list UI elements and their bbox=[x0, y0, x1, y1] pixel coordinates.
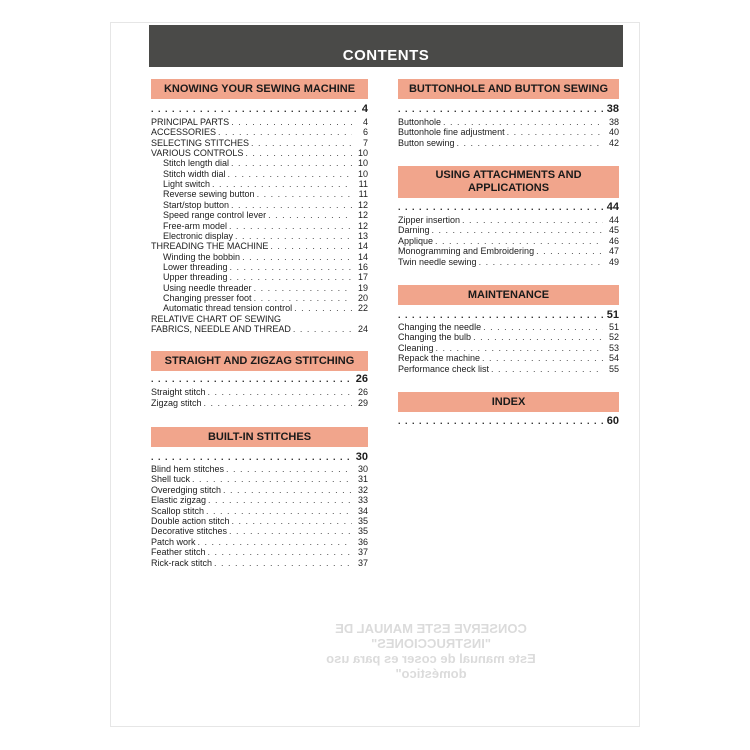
toc-entry-label: Elastic zigzag bbox=[151, 495, 207, 506]
dot-leader bbox=[212, 179, 352, 190]
toc-entry bbox=[398, 364, 619, 375]
toc-entry-page: 32 bbox=[357, 484, 368, 495]
toc-entry-page: 42 bbox=[608, 137, 619, 148]
toc-entry-page: 19 bbox=[357, 282, 368, 293]
dot-leader bbox=[208, 495, 352, 506]
section-heading: MAINTENANCE bbox=[398, 285, 619, 305]
toc-entry-page: 10 bbox=[357, 158, 368, 169]
dot-leader bbox=[457, 138, 603, 149]
toc-entry bbox=[151, 314, 368, 325]
toc-entry-page: 52 bbox=[608, 332, 619, 343]
dot-leader bbox=[268, 210, 352, 221]
toc-entry-page: 37 bbox=[357, 557, 368, 568]
toc-entry-label: Start/stop button bbox=[163, 199, 230, 210]
toc-entry-label: Performance check list bbox=[398, 363, 490, 374]
toc-entry bbox=[151, 293, 368, 304]
toc-entry-label: Automatic thread tension control bbox=[163, 303, 293, 314]
section-heading: BUILT-IN STITCHES bbox=[151, 427, 368, 447]
toc-entry bbox=[398, 127, 619, 138]
dot-leader bbox=[483, 322, 603, 333]
toc-entry-label: SELECTING STITCHES bbox=[151, 137, 250, 148]
dot-leader bbox=[192, 474, 352, 485]
dot-leader bbox=[214, 558, 352, 569]
dot-leader bbox=[242, 252, 352, 263]
toc-entry-label: Double action stitch bbox=[151, 516, 230, 526]
toc-entry-page: 34 bbox=[357, 505, 368, 516]
section-heading: STRAIGHT AND ZIGZAG STITCHING bbox=[151, 351, 368, 371]
toc-entry-label: Rick-rack stitch bbox=[151, 557, 213, 568]
toc-entry-label: Button sewing bbox=[398, 137, 455, 148]
dot-leader bbox=[251, 138, 352, 149]
toc-entry bbox=[151, 241, 368, 252]
toc-entry-label: Reverse sewing button bbox=[163, 189, 255, 200]
section-page-number: 51 bbox=[606, 309, 619, 321]
dot-leader bbox=[398, 415, 603, 428]
toc-entry bbox=[151, 474, 368, 485]
toc-entry-label: Darning bbox=[398, 225, 430, 236]
toc-entry-label: RELATIVE CHART OF SEWING bbox=[151, 313, 282, 324]
toc-entry-label: Changing the needle bbox=[398, 322, 482, 332]
dot-leader bbox=[435, 236, 603, 247]
dot-leader bbox=[436, 343, 603, 354]
dot-leader bbox=[231, 158, 352, 169]
dot-leader bbox=[151, 103, 358, 116]
toc-entry-label: Blind hem stitches bbox=[151, 464, 225, 474]
toc-entry-label: Free-arm model bbox=[163, 220, 228, 231]
dot-leader bbox=[208, 387, 352, 398]
toc-entry bbox=[398, 225, 619, 236]
toc-entry bbox=[151, 148, 368, 159]
toc-entry-page: 22 bbox=[357, 303, 368, 314]
dot-leader bbox=[231, 117, 352, 128]
dot-leader bbox=[398, 103, 603, 116]
toc-entry-label: FABRICS, NEEDLE AND THREAD bbox=[151, 324, 291, 334]
toc-entry bbox=[398, 353, 619, 364]
dot-leader bbox=[223, 485, 352, 496]
toc-entry bbox=[151, 537, 368, 548]
toc-entry-label: Decorative stitches bbox=[151, 526, 228, 537]
toc-entry bbox=[151, 516, 368, 527]
toc-entry-page: 37 bbox=[357, 547, 368, 558]
dot-leader bbox=[232, 516, 352, 527]
dot-leader bbox=[204, 398, 352, 409]
dot-leader bbox=[218, 127, 352, 138]
toc-entry-page: 55 bbox=[608, 363, 619, 374]
toc-entry-page: 12 bbox=[357, 220, 368, 231]
toc-entry-label: Zigzag stitch bbox=[151, 397, 202, 408]
toc-entry bbox=[151, 387, 368, 398]
toc-entry-page: 47 bbox=[608, 246, 619, 257]
toc-entry-label: Changing presser foot bbox=[163, 292, 252, 303]
toc-entry bbox=[151, 231, 368, 242]
toc-entry-page: 44 bbox=[608, 215, 619, 225]
toc-entry bbox=[151, 169, 368, 180]
toc-entry bbox=[151, 283, 368, 294]
toc-entry bbox=[151, 272, 368, 283]
toc-entry-page: 11 bbox=[358, 179, 368, 190]
toc-entry bbox=[151, 324, 368, 335]
toc-entry bbox=[151, 262, 368, 273]
toc-entry-label: Speed range control lever bbox=[163, 210, 267, 221]
toc-entry-page: 35 bbox=[357, 516, 368, 526]
toc-entry-page: 35 bbox=[357, 526, 368, 537]
toc-entry-label: PRINCIPAL PARTS bbox=[151, 117, 230, 127]
toc-entry bbox=[151, 547, 368, 558]
toc-entry-page: 6 bbox=[362, 127, 368, 138]
toc-entry-page: 10 bbox=[357, 148, 368, 159]
toc-entry bbox=[151, 526, 368, 537]
section-heading: KNOWING YOUR SEWING MACHINE bbox=[151, 79, 368, 99]
toc-entry bbox=[398, 257, 619, 268]
section-page-leader bbox=[398, 201, 619, 214]
toc-entry-page: 49 bbox=[608, 256, 619, 267]
toc-entry-label: Buttonhole bbox=[398, 117, 442, 127]
dot-leader bbox=[208, 547, 352, 558]
toc-entry-page: 4 bbox=[362, 117, 368, 127]
section-page-leader bbox=[151, 373, 368, 386]
dot-leader bbox=[491, 364, 603, 375]
toc-entry-label: Repack the machine bbox=[398, 353, 481, 364]
section-page-number: 38 bbox=[606, 103, 619, 115]
dot-leader bbox=[254, 293, 352, 304]
toc-entry-page: 7 bbox=[362, 137, 368, 148]
toc-entry-page: 29 bbox=[357, 397, 368, 408]
toc-entry-page: 16 bbox=[357, 261, 368, 272]
toc-entry-page: 12 bbox=[357, 210, 368, 221]
dot-leader bbox=[198, 537, 352, 548]
section-page-leader bbox=[398, 103, 619, 116]
toc-entry-page: 40 bbox=[608, 127, 619, 138]
toc-entry-label: Monogramming and Embroidering bbox=[398, 246, 535, 257]
dot-leader bbox=[443, 117, 603, 128]
toc-entry bbox=[398, 343, 619, 354]
dot-leader bbox=[206, 506, 352, 517]
ghost-line: Este manual de coser es para uso bbox=[326, 651, 536, 666]
dot-leader bbox=[398, 309, 603, 322]
dot-leader bbox=[231, 200, 352, 211]
toc-entry-label: Light switch bbox=[163, 179, 211, 190]
toc-entry-label: VARIOUS CONTROLS bbox=[151, 148, 244, 159]
dot-leader bbox=[257, 189, 352, 200]
toc-entry bbox=[151, 179, 368, 190]
dot-leader bbox=[151, 373, 352, 386]
toc-entry-page: 10 bbox=[357, 168, 368, 179]
dot-leader bbox=[245, 148, 352, 159]
toc-entry-page: 46 bbox=[608, 235, 619, 246]
toc-entry-page: 53 bbox=[608, 342, 619, 353]
section-page-number: 26 bbox=[355, 373, 368, 385]
toc-entry bbox=[151, 485, 368, 496]
ghost-line: CONSERVE ESTE MANUAL DE bbox=[335, 621, 527, 636]
dot-leader bbox=[270, 241, 352, 252]
toc-entry-label: Scallop stitch bbox=[151, 505, 205, 516]
section-page-leader bbox=[398, 309, 619, 322]
toc-entry bbox=[151, 189, 368, 200]
toc-entry-label: Straight stitch bbox=[151, 387, 206, 397]
toc-entry-page: 17 bbox=[357, 272, 368, 283]
dot-leader bbox=[462, 215, 603, 226]
dot-leader bbox=[482, 353, 603, 364]
section-page-number: 44 bbox=[606, 201, 619, 213]
toc-entry bbox=[151, 138, 368, 149]
dot-leader bbox=[473, 332, 603, 343]
dot-leader bbox=[229, 221, 352, 232]
toc-entry-label: Patch work bbox=[151, 536, 196, 547]
toc-entry-label: Shell tuck bbox=[151, 474, 191, 485]
page-title: CONTENTS bbox=[342, 47, 430, 64]
toc-entry bbox=[151, 464, 368, 475]
section-page-number: 60 bbox=[606, 415, 619, 427]
toc-entry bbox=[398, 246, 619, 257]
toc-entry bbox=[151, 398, 368, 409]
section-heading: INDEX bbox=[398, 392, 619, 412]
section-heading: BUTTONHOLE AND BUTTON SEWING bbox=[398, 79, 619, 99]
toc-entry-label: Lower threading bbox=[163, 261, 228, 272]
section-page-leader bbox=[398, 415, 619, 428]
dot-leader bbox=[226, 464, 352, 475]
toc-entry-page: 45 bbox=[608, 225, 619, 236]
toc-entry bbox=[398, 215, 619, 226]
toc-entry-page: 12 bbox=[357, 199, 368, 210]
dot-leader bbox=[479, 257, 603, 268]
toc-entry-page: 11 bbox=[358, 189, 368, 200]
toc-entry bbox=[398, 138, 619, 149]
contents-banner bbox=[149, 25, 623, 67]
toc-entry-page: 20 bbox=[357, 292, 368, 303]
toc-entry bbox=[398, 236, 619, 247]
dot-leader bbox=[151, 451, 352, 464]
toc-entry bbox=[151, 558, 368, 569]
toc-entry-page: 31 bbox=[357, 474, 368, 485]
toc-entry-page: 54 bbox=[608, 353, 619, 364]
manual-page bbox=[110, 22, 640, 727]
toc-entry bbox=[151, 506, 368, 517]
toc-entry-label: Twin needle sewing bbox=[398, 256, 477, 267]
toc-entry-label: Electronic display bbox=[163, 230, 234, 241]
dot-leader bbox=[432, 225, 603, 236]
toc-entry bbox=[151, 303, 368, 314]
toc-entry-label: Using needle threader bbox=[163, 282, 252, 293]
toc-entry-page: 30 bbox=[357, 464, 368, 474]
toc-entry bbox=[151, 158, 368, 169]
toc-entry-page: 14 bbox=[357, 241, 368, 252]
toc-entry bbox=[398, 322, 619, 333]
toc-entry-label: THREADING THE MACHINE bbox=[151, 241, 269, 252]
dot-leader bbox=[294, 303, 352, 314]
toc-entry-label: Stitch width dial bbox=[163, 168, 226, 179]
toc-entry-page: 36 bbox=[357, 536, 368, 547]
dot-leader bbox=[235, 231, 352, 242]
toc-entry bbox=[151, 210, 368, 221]
toc-entry bbox=[151, 495, 368, 506]
toc-entry-label: Winding the bobbin bbox=[163, 251, 241, 262]
toc-entry-label: Applique bbox=[398, 235, 434, 246]
section-page-number: 4 bbox=[361, 103, 368, 115]
dot-leader bbox=[507, 127, 603, 138]
dot-leader bbox=[536, 246, 603, 257]
toc-entry-page: 51 bbox=[608, 322, 619, 332]
toc-entry bbox=[151, 117, 368, 128]
toc-entry-label: Upper threading bbox=[163, 272, 228, 283]
section-page-leader bbox=[151, 103, 368, 116]
toc-entry-label: Cleaning bbox=[398, 342, 434, 353]
toc-entry bbox=[398, 332, 619, 343]
toc-entry bbox=[151, 200, 368, 211]
dot-leader bbox=[229, 526, 352, 537]
toc-entry-label: ACCESSORIES bbox=[151, 127, 217, 138]
toc-entry-page: 33 bbox=[357, 495, 368, 506]
ghost-line: "INSTRUCCIONES" bbox=[371, 636, 491, 651]
toc-entry bbox=[398, 117, 619, 128]
section-page-leader bbox=[151, 451, 368, 464]
toc-entry-label: Feather stitch bbox=[151, 547, 206, 558]
toc-entry-page: 24 bbox=[357, 324, 368, 334]
section-heading: USING ATTACHMENTS AND APPLICATIONS bbox=[398, 166, 619, 198]
toc-entry bbox=[151, 127, 368, 138]
toc-entry-page: 26 bbox=[357, 387, 368, 397]
dot-leader bbox=[293, 324, 352, 335]
toc-entry bbox=[151, 252, 368, 263]
section-page-number: 30 bbox=[355, 451, 368, 463]
dot-leader bbox=[230, 272, 352, 283]
dot-leader bbox=[230, 262, 352, 273]
toc-entry-label: Changing the bulb bbox=[398, 332, 472, 343]
dot-leader bbox=[254, 283, 352, 294]
dot-leader bbox=[228, 169, 352, 180]
toc-entry-page: 13 bbox=[357, 230, 368, 241]
dot-leader bbox=[398, 201, 603, 214]
toc-entry-label: Overedging stitch bbox=[151, 484, 222, 495]
toc-entry-page: 38 bbox=[608, 117, 619, 127]
toc-entry-page: 14 bbox=[357, 251, 368, 262]
toc-entry bbox=[151, 221, 368, 232]
toc-entry-label: Stitch length dial bbox=[163, 158, 230, 169]
toc-entry-label: Zipper insertion bbox=[398, 215, 461, 225]
toc-entry-label: Buttonhole fine adjustment bbox=[398, 127, 505, 138]
bleed-through-text bbox=[281, 621, 581, 681]
ghost-line: doméstico" bbox=[395, 666, 467, 681]
